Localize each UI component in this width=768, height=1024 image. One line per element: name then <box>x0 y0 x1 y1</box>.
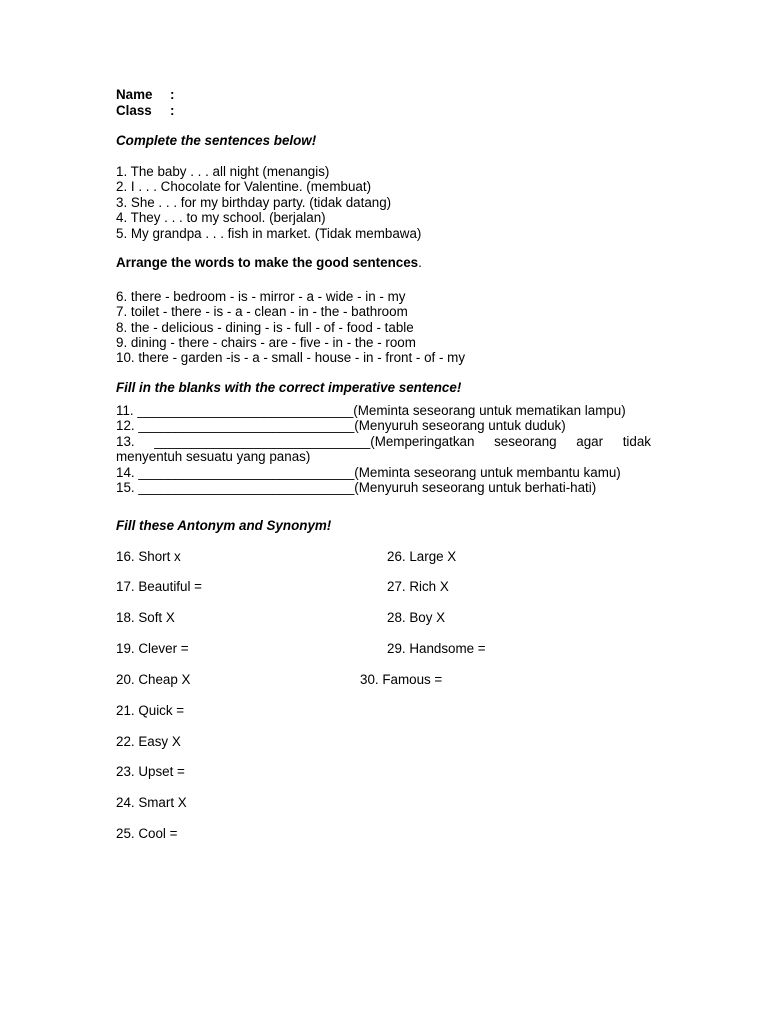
question-3: 3. She . . . for my birthday party. (tidak datang) <box>116 195 392 210</box>
question-4: 4. They . . . to my school. (berjalan) <box>116 210 326 225</box>
question-29: 29. Handsome = <box>387 641 486 656</box>
question-10: 10. there - garden -is - a - small - house - in - front - of - my <box>116 350 466 365</box>
question-1: 1. The baby . . . all night (menangis) <box>116 164 330 179</box>
question-30: 30. Famous = <box>360 672 443 687</box>
class-colon: : <box>170 103 175 118</box>
question-25: 25. Cool = <box>116 826 178 841</box>
question-14: 14. _____________________________(Meminta seseorang untuk membantu kamu) <box>116 465 621 480</box>
class-label: Class <box>116 103 152 118</box>
question-16: 16. Short x <box>116 549 181 564</box>
question-28: 28. Boy X <box>387 610 446 625</box>
question-27: 27. Rich X <box>387 579 449 594</box>
question-6: 6. there - bedroom - is - mirror - a - wide - in - my <box>116 289 406 304</box>
question-26: 26. Large X <box>387 549 457 564</box>
question-17: 17. Beautiful = <box>116 579 202 594</box>
question-20: 20. Cheap X <box>116 672 191 687</box>
section2-title: Arrange the words to make the good sentences <box>116 255 419 270</box>
question-24: 24. Smart X <box>116 795 187 810</box>
section1-title: Complete the sentences below! <box>116 133 317 148</box>
question-13: 13. _____________________________(Memperingatkan seseorang agar tidak <box>116 434 651 449</box>
question-11: 11. _____________________________(Meminta seseorang untuk mematikan lampu) <box>116 403 626 418</box>
question-18: 18. Soft X <box>116 610 175 625</box>
question-13-continued: menyentuh sesuatu yang panas) <box>116 449 311 464</box>
section3-title: Fill in the blanks with the correct imperative sentence! <box>116 380 462 395</box>
question-2: 2. I . . . Chocolate for Valentine. (membuat) <box>116 179 372 194</box>
question-19: 19. Clever = <box>116 641 189 656</box>
question-12: 12. _____________________________(Menyuruh seseorang untuk duduk) <box>116 418 566 433</box>
name-colon: : <box>170 87 175 102</box>
section2-title-row <box>116 255 422 271</box>
question-8: 8. the - delicious - dining - is - full - of - food - table <box>116 320 414 335</box>
question-15: 15. _____________________________(Menyuruh seseorang untuk berhati-hati) <box>116 480 597 495</box>
question-7: 7. toilet - there - is - a - clean - in - the - bathroom <box>116 304 408 319</box>
question-21: 21. Quick = <box>116 703 185 718</box>
question-22: 22. Easy X <box>116 734 181 749</box>
name-label: Name <box>116 87 153 102</box>
question-5: 5. My grandpa . . . fish in market. (Tidak membawa) <box>116 226 422 241</box>
question-9: 9. dining - there - chairs - are - five - in - the - room <box>116 335 416 350</box>
section2-title-punct: . <box>418 255 422 270</box>
question-23: 23. Upset = <box>116 764 185 779</box>
section4-title: Fill these Antonym and Synonym! <box>116 518 332 533</box>
